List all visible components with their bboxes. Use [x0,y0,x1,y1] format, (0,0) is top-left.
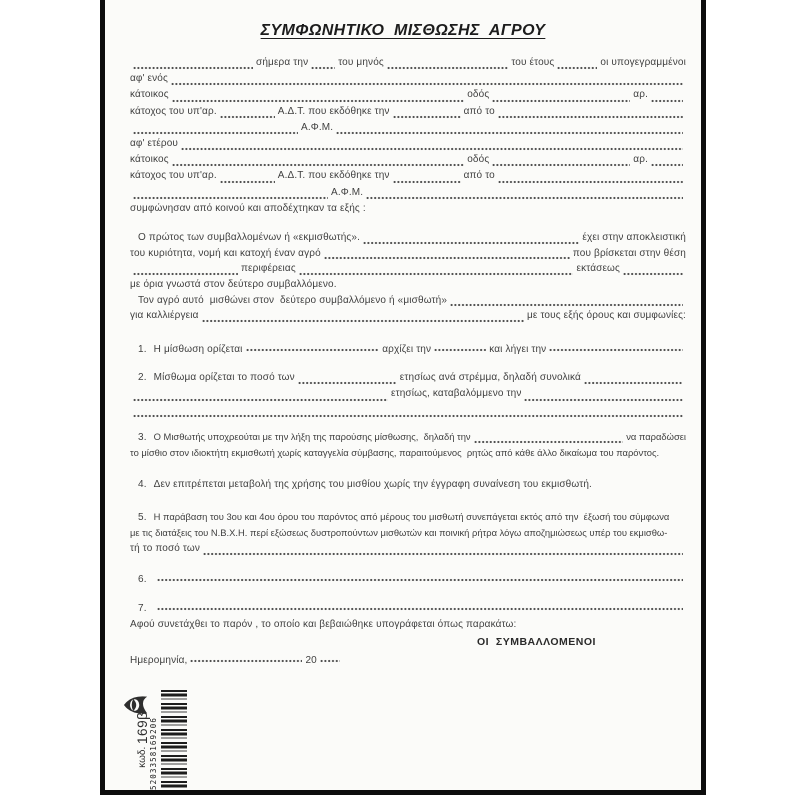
blank-dotted-line [387,66,508,70]
form-line [130,603,686,614]
field-label: Ημερομηνία, [130,655,188,666]
static-text: ετησίως ανά στρέμμα, δηλαδή συνολικά [399,372,581,383]
product-code-label: κωδ. [137,743,148,768]
form-line [130,527,686,543]
blank-dotted-line [366,196,683,200]
blank-dotted-line [311,66,335,70]
blank-dotted-line [492,163,630,167]
form-line-party1-address [130,89,686,105]
static-text: του κυριότητα, νομή και κατοχή έναν αγρό [130,247,321,259]
field-label: αφ' ενός [130,73,168,85]
paper-sheet [100,0,706,795]
form-line-party2-afm [130,187,686,203]
static-text: τή το ποσό των [130,543,200,554]
page-title: ΣΥΜΦΩΝΗΤΙΚΟ ΜΙΣΘΩΣΗΣ ΑΓΡΟΥ [260,22,546,39]
form-line-party2-name [130,138,686,154]
field-label: κάτοικος [130,154,169,166]
blank-dotted-line [202,319,524,323]
term-6 [130,574,686,585]
static-text: να παραδώσει [626,431,686,442]
static-text: Τον αγρό αυτό μισθώνει στον δεύτερο συμβαλλόμενο ή «μισθωτή» [138,294,448,306]
field-label: κάτοχος του υπ'αρ. [130,105,217,117]
static-text: έχει στην αποκλειστική [582,232,686,243]
static-text: με τους εξής όρους και συμφωνίες: [527,310,686,322]
blank-dotted-line [498,115,683,119]
field-label: για καλλιέργεια [130,310,199,322]
blank-dotted-line [220,180,275,184]
blank-dotted-line [363,241,579,245]
blank-dotted-line [298,381,397,385]
form-line [130,655,686,666]
field-label: από το [463,170,495,182]
barcode [161,690,187,789]
blank-dotted-line [393,180,461,184]
term-1 [130,344,686,355]
barcode-number: 5203358169206 [149,717,158,790]
form-line-party1-name [130,73,686,89]
form-line [130,619,686,630]
static-text: το μίσθιο στον ιδιοκτήτη εκμισθωτή χωρίς καταγγελία σύμβασης, παραιτούμενος ρητώς από κάθε άλλο δικαίωμα του παρόντος. [130,447,660,458]
blank-dotted-line [623,272,683,276]
field-label: αρ. [633,89,648,101]
form-line-party1-id [130,106,686,122]
field-label: σήμερα την [256,57,309,68]
field-label: αφ' ετέρου [130,137,179,149]
form-line [130,232,686,248]
form-line [130,372,686,388]
field-label: περιφέρειας [241,263,296,275]
static-text: συμφώνησαν από κοινού και αποδέχτηκαν τα εξής : [130,202,366,214]
form-line [130,388,686,404]
blank-dotted-line [203,552,683,556]
blank-dotted-line [324,256,570,260]
term-4 [130,479,686,490]
field-label: κάτοικος [130,89,169,101]
field-label: του μηνός [338,57,384,68]
signature-heading: ΟΙ ΣΥΜΒΑΛΛΟΜΕΝΟΙ [477,636,596,648]
field-label: αρ. [633,154,648,166]
term-number: 5. [138,512,147,523]
static-text: Μίσθωμα ορίζεται το ποσό των [153,372,295,383]
closing-statement [130,619,686,630]
blank-dotted-line [172,163,464,167]
form-line-date-signers [130,57,686,73]
blank-dotted-line [549,348,683,352]
blank-dotted-line [492,99,630,103]
blank-dotted-line [320,659,340,663]
footer-block [122,690,192,792]
form-line [130,295,686,311]
blank-dotted-line [246,348,380,352]
blank-dotted-line [133,398,388,402]
form-line [130,248,686,264]
blank-dotted-line [524,398,683,402]
blank-dotted-line [133,272,238,276]
term-number: 3. [138,432,147,443]
form-line [130,574,686,585]
product-code-value: 169β [135,711,150,744]
field-label: κάτοχος του υπ'αρ. [130,170,217,182]
form-line [130,479,686,490]
blank-dotted-line [157,607,683,611]
field-label: και λήγει την [489,344,547,355]
blank-dotted-line [190,659,302,663]
field-label: αρχίζει την [382,344,432,355]
blank-dotted-line [336,131,683,135]
static-text: Η παράβαση του 3ου και 4ου όρου του παρόντος από μέρους του μισθωτή συνεπάγεται εκτός από την έξωσή του σύμφωνα [153,511,670,522]
blank-dotted-line [133,414,683,418]
form-line [130,447,686,463]
blank-dotted-line [133,66,253,70]
blank-dotted-line [172,99,464,103]
form-line [130,431,686,447]
blank-dotted-line [133,196,328,200]
term-2 [130,372,686,421]
term-7 [130,603,686,614]
field-label: οδός [467,89,490,101]
static-text: ετησίως, καταβαλόμμενο την [391,388,522,400]
form-line [130,310,686,326]
static-text: με τις διατάξεις του Ν.Β.Χ.Η. περί εξώσεως δυστροπούντων μισθωτών και ποινική ρήτρα λόγω αποζημιώσεως υπέρ του εκμισθω- [130,527,668,538]
form-line-agreement [130,203,686,219]
static-text: Αφού συνετάχθει το παρόν , το οποίο και βεβαιώθηκε υπογράφεται όπως παρακάτω: [130,619,517,630]
form-line-party1-afm [130,122,686,138]
form-body [130,0,686,795]
blank-dotted-line [171,82,683,86]
term-3 [130,431,686,463]
form-line [130,344,686,355]
field-label: Α.Δ.Τ. που εκδόθηκε την [277,105,390,117]
blank-dotted-line [557,66,597,70]
term-number: 2. [138,372,147,383]
field-label: οι υπογεγραμμένοι [600,57,686,68]
blank-dotted-line [133,131,298,135]
term-number: 4. [138,479,147,490]
static-text: που βρίσκεται στην θέση [572,247,686,259]
static-text: με όρια γνωστά στον δεύτερο συμβαλλόμενο. [130,279,337,291]
form-line-party2-id [130,170,686,186]
blank-dotted-line [434,348,486,352]
blank-dotted-line [651,163,683,167]
term-number: 6. [138,574,147,585]
form-line [130,279,686,295]
blank-dotted-line [157,578,683,582]
blank-dotted-line [181,147,683,151]
form-line [130,263,686,279]
field-label: εκτάσεως [576,263,620,275]
static-text: Δεν επιτρέπεται μεταβολή της χρήσης του μισθίου χωρίς την έγγραφη συναίνεση του εκμισθωτή. [153,479,592,490]
static-text: Ο Μισθωτής υποχρεούται με την λήξη της παρούσης μίσθωσης, δηλαδή την [153,431,471,442]
blank-dotted-line [498,180,683,184]
blank-dotted-line [299,272,574,276]
form-line [130,405,686,421]
property-section [130,232,686,326]
static-text: Ο πρώτος των συμβαλλομένων ή «εκμισθωτής». [138,232,361,243]
date-line [130,655,686,666]
blank-dotted-line [474,440,624,444]
blank-dotted-line [450,303,683,307]
blank-dotted-line [584,381,683,385]
field-label: οδός [467,154,490,166]
form-line-party2-address [130,154,686,170]
field-label: Α.Φ.Μ. [301,121,334,133]
field-label: του έτους [511,57,555,68]
field-label: Α.Δ.Τ. που εκδόθηκε την [277,170,390,182]
static-text: Η μίσθωση ορίζεται [153,344,243,355]
year-prefix: 20 [305,655,317,666]
term-number: 1. [138,344,147,355]
blank-dotted-line [220,115,275,119]
term-number: 7. [138,603,147,614]
blank-dotted-line [651,99,683,103]
blank-dotted-line [393,115,461,119]
term-5 [130,511,686,559]
parties-section [130,57,686,219]
form-line [130,511,686,527]
field-label: από το [463,105,495,117]
field-label: Α.Φ.Μ. [331,186,364,198]
form-line [130,543,686,559]
